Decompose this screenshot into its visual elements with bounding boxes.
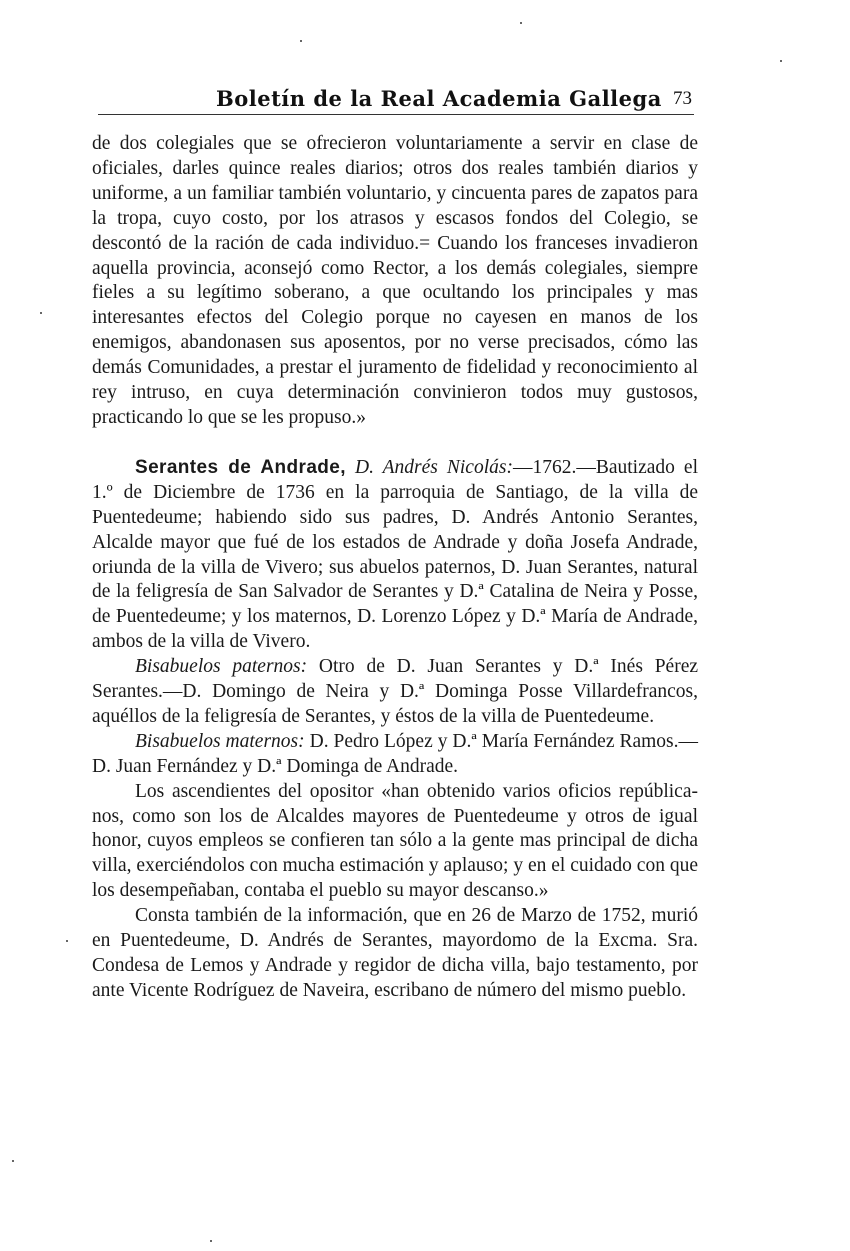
section-gap (92, 431, 698, 456)
entry-name: Serantes de Andrade, (135, 456, 346, 478)
scan-speck (40, 312, 42, 314)
scan-speck (780, 60, 782, 62)
scan-speck (300, 40, 302, 42)
paragraph-consta: Consta también de la información, que en 26 de Marzo de 1752, murió en Puentedeume, D. Andrés de Serantes, mayordomo de la Excma. Sra. Condesa de Lemos y Andrade y regidor de dicha villa, bajo testamento, por ante Vicente Rodríguez de Naveira, escribano de número del mismo pueblo. (92, 905, 698, 1001)
paragraph-bisabuelos-paternos (92, 655, 698, 730)
text-bisabuelos-maternos: D. Pedro López y D.ª María Fernández Ramos.—D. Juan Fernández y D.ª Dominga de Andrade. (92, 730, 699, 777)
paragraph-continuation: de dos colegiales que se ofrecieron voluntariamente a servir en clase de oficiales, darles quince reales diarios; otros dos reales también diarios y uniforme, a un familiar también voluntario, y cincuenta pares de zapatos para la tropa, cuyo costo, por los atrasos y escasos fondos del Colegio, se descontó de la ración de cada individuo.= Cuando los franceses invadieron aquella provincia, aconsejó como Rector, a los demás colegiales, siempre fieles a su legítimo soberano, a que ocultando los principales y mas interesantes efectos del Colegio porque no cayesen en manos de los enemigos, abandonasen sus aposentos, por no verse precisados, cómo las demás Comunidades, a prestar el juramento de fidelidad y reconocimiento al rey intruso, en cuya determinación convinieron todos muy gustosos, practicando lo que se les propuso.» (92, 133, 698, 428)
scan-speck (66, 940, 68, 942)
entry-paragraph (92, 456, 698, 655)
entry-given-name: D. Andrés Nicolás: (354, 456, 513, 478)
header-rule (98, 114, 694, 115)
text-bisabuelos-paternos: Otro de D. Juan Serantes y D.ª Inés Pérez Serantes.—D. Domingo de Neira y D.ª Dominga Posse Villardefrancos, aquéllos de la feligresía de Serantes, y éstos de la villa de Puentedeume. (92, 656, 699, 727)
label-bisabuelos-maternos: Bisabuelos maternos: (135, 730, 305, 752)
page-number: 73 (673, 88, 692, 109)
scan-speck (210, 1240, 212, 1242)
journal-title: Boletín de la Real Academia Gallega (216, 86, 662, 111)
label-bisabuelos-paternos: Bisabuelos paternos: (135, 656, 308, 678)
scan-speck (12, 1160, 14, 1162)
scan-speck (520, 22, 522, 24)
entry-text: —1762.—Bautizado el 1.º de Diciembre de 1736 en la parroquia de Santiago, de la villa de Puentedeume; habiendo sido sus padres, D. Andrés Antonio Serantes, Alcalde mayor que fué de los estados de Andrade y doña Josefa Andrade, oriunda de la villa de Vivero; sus abuelos paternos, D. Juan Serantes, natural de la feligresía de San Salvador de Serantes y D.ª Catalina de Neira y Posse, de Puentedeume; y los maternos, D. Lorenzo López y D.ª María de Andrade, ambos de la villa de Vivero. (92, 456, 698, 653)
body-text (92, 132, 698, 1004)
paragraph-bisabuelos-maternos (92, 730, 698, 780)
running-header (98, 84, 692, 114)
paragraph-ascendientes: Los ascendientes del opositor «han obtenido varios oficios repúblicanos, como son los de Alcaldes mayores de Puentedeume y otros de igual honor, cuyos empleos se confieren tan sólo a la gente mas principal de dicha villa, exerciéndolos con mucha estimación y aplauso; y en el cuidado con que los desempeñaban, contaba el pueblo su mayor descanso.» (92, 780, 698, 902)
